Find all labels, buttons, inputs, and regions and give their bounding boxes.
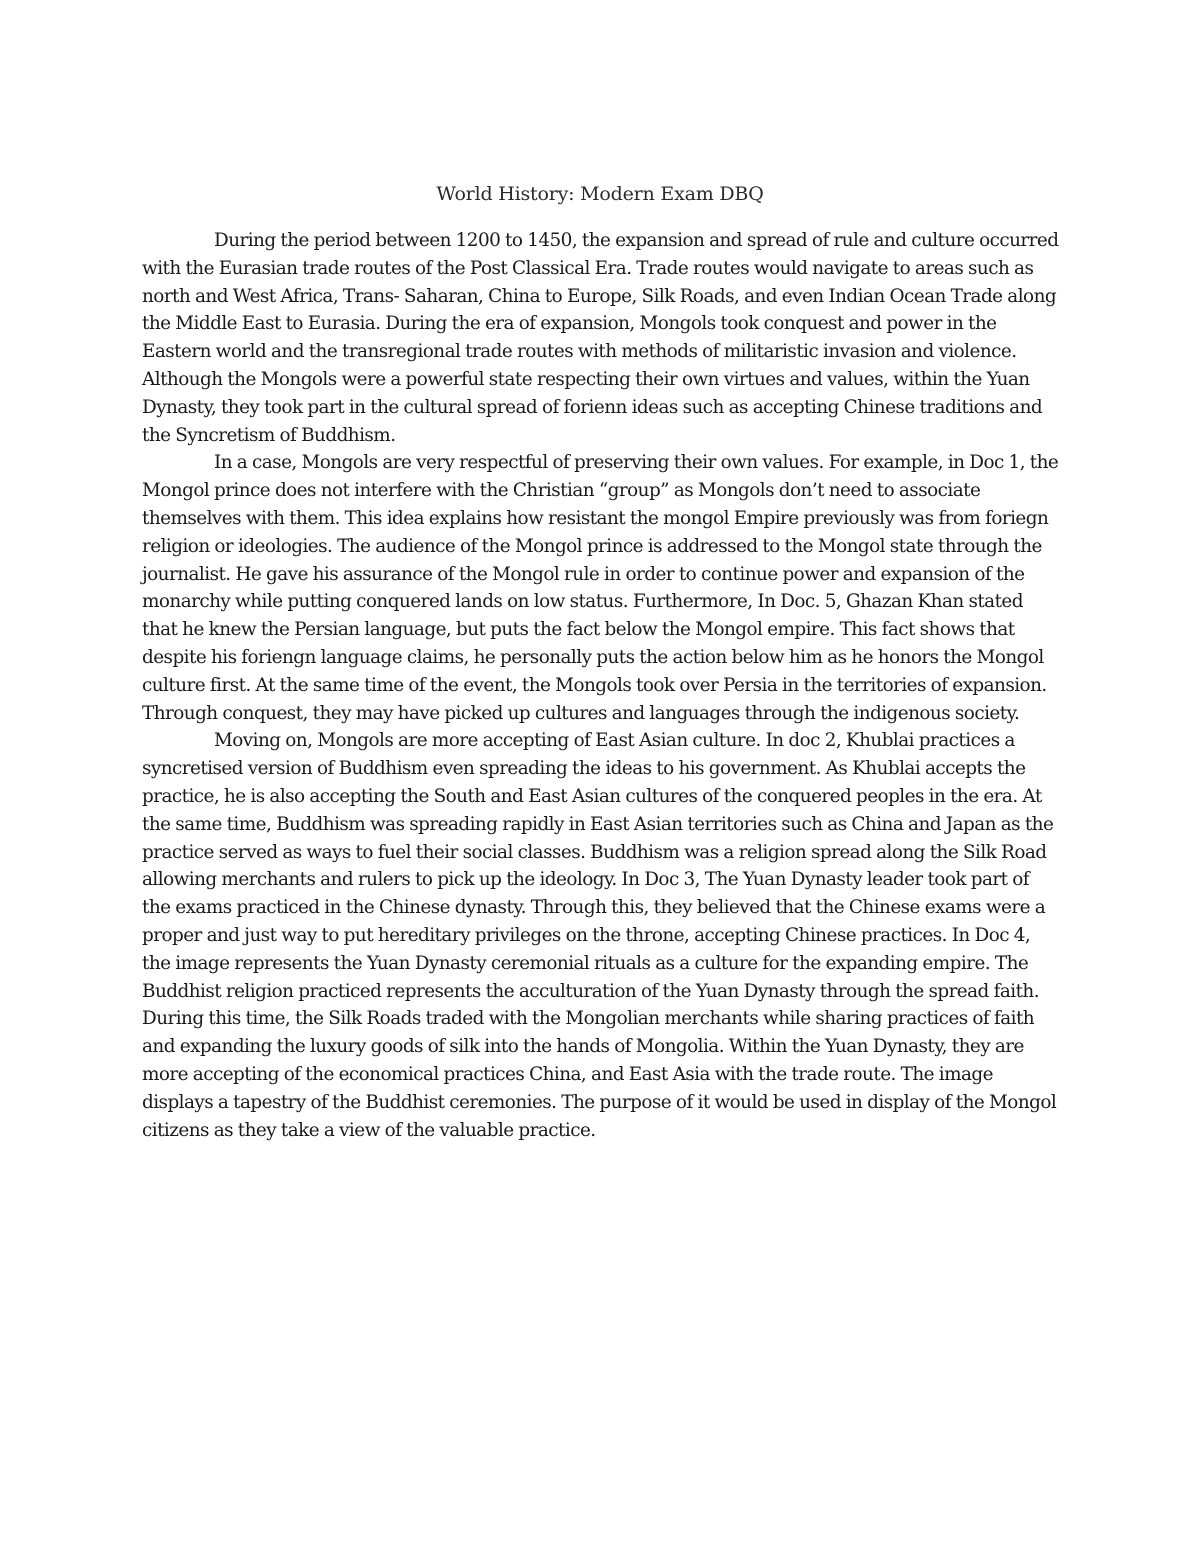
paragraph-east-asian-culture: Moving on, Mongols are more accepting of East Asian culture. In doc 2, Khublai practices a syncretised version of Buddhism even spreading the ideas to his government. As Khublai accepts the practice, he is also accepting the South and East Asian cultures of the conquered peoples in the era. At the same time, Buddhism was spreading rapidly in East Asian territories such as China and Japan as the practice served as ways to fuel their social classes. Buddhism was a religion spread along the Silk Road allowing merchants and rulers to pick up the ideology. In Doc 3, The Yuan Dynasty leader took part of the exams practiced in the Chinese dynasty. Through this, they believed that the Chinese exams were a proper and just way to put hereditary privileges on the throne, accepting Chinese practices. In Doc 4, the image represents the Yuan Dynasty ceremonial rituals as a culture for the expanding empire. The Buddhist religion practiced represents the acculturation of the Yuan Dynasty through the spread faith. During this time, the Silk Roads traded with the Mongolian merchants while sharing practices of faith and expanding the luxury goods of silk into the hands of Mongolia. Within the Yuan Dynasty, they are more accepting of the economical practices China, and East Asia with the trade route. The image displays a tapestry of the Buddhist ceremonies. The purpose of it would be used in display of the Mongol citizens as they take a view of the valuable practice. <box>142 730 1057 1141</box>
paragraph-mongol-values: In a case, Mongols are very respectful of preserving their own values. For example, in Doc 1, the Mongol prince does not interfere with the Christian “group” as Mongols don’t need to associate themselves with them. This idea explains how resistant the mongol Empire previously was from foriegn religion or ideologies. The audience of the Mongol prince is addressed to the Mongol state through the journalist. He gave his assurance of the Mongol rule in order to continue power and expansion of the monarchy while putting conquered lands on low status. Furthermore, In Doc. 5, Ghazan Khan stated that he knew the Persian language, but puts the fact below the Mongol empire. This fact shows that despite his foriengn language claims, he personally puts the action below him as he honors the Mongol culture first. At the same time of the event, the Mongols took over Persia in the territories of expansion. Through conquest, they may have picked up cultures and languages through the indigenous society. <box>142 452 1059 724</box>
paragraph-introduction: During the period between 1200 to 1450, the expansion and spread of rule and culture occurred with the Eurasian trade routes of the Post Classical Era. Trade routes would navigate to areas such as north and West Africa, Trans- Saharan, China to Europe, Silk Roads, and even Indian Ocean Trade along the Middle East to Eurasia. During the era of expansion, Mongols took conquest and power in the Eastern world and the transregional trade routes with methods of militaristic invasion and violence. Although the Mongols were a powerful state respecting their own virtues and values, within the Yuan Dynasty, they took part in the cultural spread of forienn ideas such as accepting Chinese traditions and the Syncretism of Buddhism. <box>142 230 1059 446</box>
document-title: World History: Modern Exam DBQ <box>436 183 764 205</box>
document-body <box>142 227 1062 1144</box>
